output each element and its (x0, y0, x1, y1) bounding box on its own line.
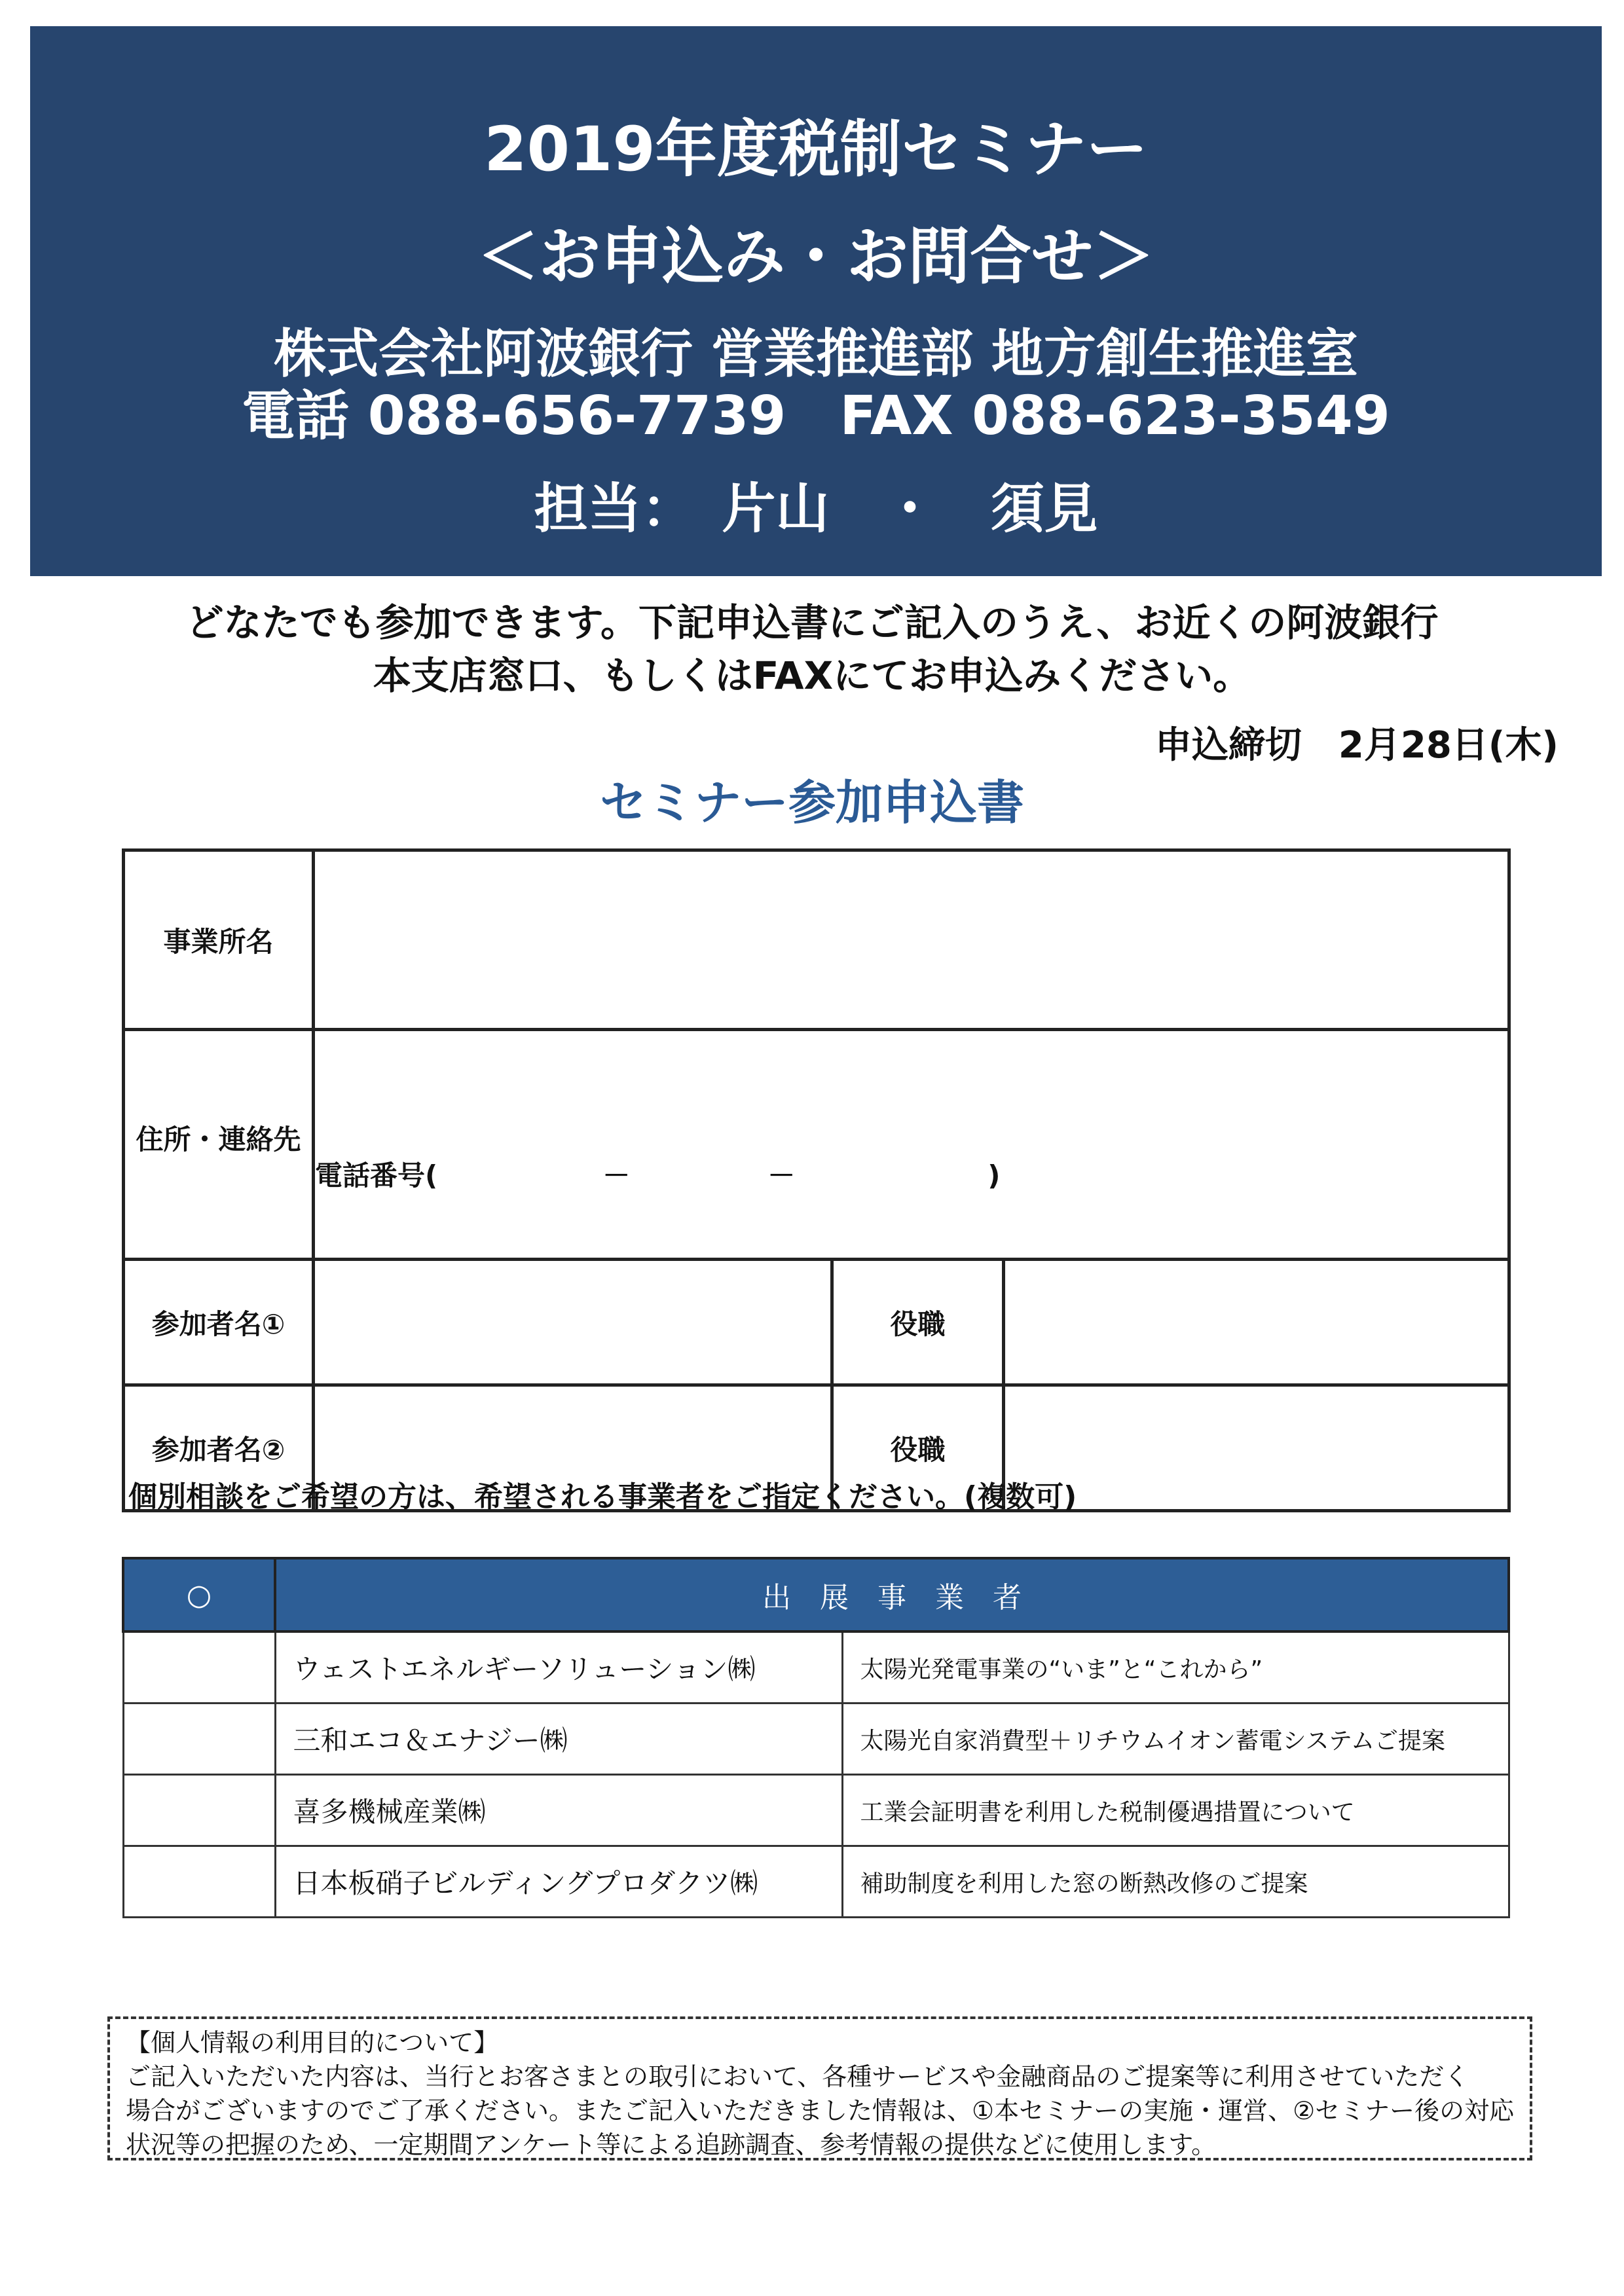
intro-text-line1: どなたでも参加できます。下記申込書にご記入のうえ、お近くの阿波銀行 (185, 600, 1439, 645)
business-name-field[interactable] (314, 850, 1509, 1030)
participant2-position-field[interactable] (1004, 1385, 1509, 1511)
exhibitor-company: 喜多機械産業㈱ (275, 1775, 842, 1846)
participant1-position-field[interactable] (1004, 1260, 1509, 1385)
organization-name: 株式会社阿波銀行 営業推進部 地方創生推進室 (274, 323, 1358, 384)
exhibitor-select-cell[interactable] (123, 1704, 275, 1775)
privacy-text-line1: ご記入いただいた内容は、当行とお客さまとの取引において、各種サービスや金融商品のご提案等に利用させていただく (126, 2062, 1469, 2091)
privacy-notice (107, 2016, 1532, 2160)
privacy-text-line2: 場合がございますのでご了承ください。またご記入いただきました情報は、①本セミナーの実施・運営、②セミナー後の対応 (126, 2096, 1515, 2125)
application-deadline: 申込締切 2月28日(木) (1154, 724, 1559, 767)
privacy-heading: 【個人情報の利用目的について】 (126, 2028, 499, 2057)
exhibitors-header: 出 展 事 業 者 (275, 1558, 1509, 1631)
business-name-label: 事業所名 (124, 850, 314, 1030)
address-field[interactable] (314, 1030, 1509, 1260)
exhibitor-select-cell[interactable] (123, 1775, 275, 1846)
table-row (123, 1775, 1509, 1846)
contact-person: 担当： 片山 ・ 須見 (534, 478, 1098, 540)
participant2-label: 参加者名② (124, 1385, 314, 1511)
exhibitor-topic: 工業会証明書を利用した税制優遇措置について (842, 1775, 1509, 1846)
exhibitor-select-cell[interactable] (123, 1631, 275, 1704)
inquiry-subtitle: ＜お申込み・お問合せ＞ (477, 221, 1154, 293)
participant1-label: 参加者名① (124, 1260, 314, 1385)
exhibitor-select-cell[interactable] (123, 1846, 275, 1918)
table-row (123, 1631, 1509, 1704)
exhibitor-company: 日本板硝子ビルディングプロダクツ㈱ (275, 1846, 842, 1918)
address-label (124, 1030, 314, 1260)
participant1-position-label: 役職 (832, 1260, 1004, 1385)
intro-text-line2: 本支店窓口、もしくはFAXにてお申込みください。 (373, 653, 1251, 698)
seminar-title: 2019年度税制セミナー (484, 114, 1148, 185)
exhibitor-company: ウェストエネルギーソリューション㈱ (275, 1631, 842, 1704)
exhibitor-topic: 太陽光発電事業の“いま”と“これから” (842, 1631, 1509, 1704)
table-row (123, 1704, 1509, 1775)
phone-number-field[interactable]: 電話番号( － － ) (315, 1159, 1001, 1192)
exhibitor-topic: 補助制度を利用した窓の断熱改修のご提案 (842, 1846, 1509, 1918)
application-form (122, 848, 1511, 1512)
phone-fax-line: 電話 088-656-7739 FAX 088-623-3549 (242, 385, 1390, 447)
participant2-position-label: 役職 (832, 1385, 1004, 1511)
address-label-text: 住所・連絡先 (136, 1123, 301, 1156)
privacy-text-line3: 状況等の把握のため、一定期間アンケート等による追跡調査、参考情報の提供などに使用します。 (126, 2130, 1217, 2159)
header-banner (30, 26, 1602, 576)
consultation-note: 個別相談をご希望の方は、希望される事業者をご指定ください。(複数可) (128, 1480, 1077, 1514)
participant1-name-field[interactable] (314, 1260, 832, 1385)
select-mark-header: ○ (123, 1558, 275, 1631)
form-title: セミナー参加申込書 (599, 775, 1024, 830)
exhibitor-topic: 太陽光自家消費型＋リチウムイオン蓄電システムご提案 (842, 1704, 1509, 1775)
table-row (123, 1846, 1509, 1918)
exhibitor-table (122, 1557, 1510, 1918)
exhibitor-company: 三和エコ＆エナジー㈱ (275, 1704, 842, 1775)
